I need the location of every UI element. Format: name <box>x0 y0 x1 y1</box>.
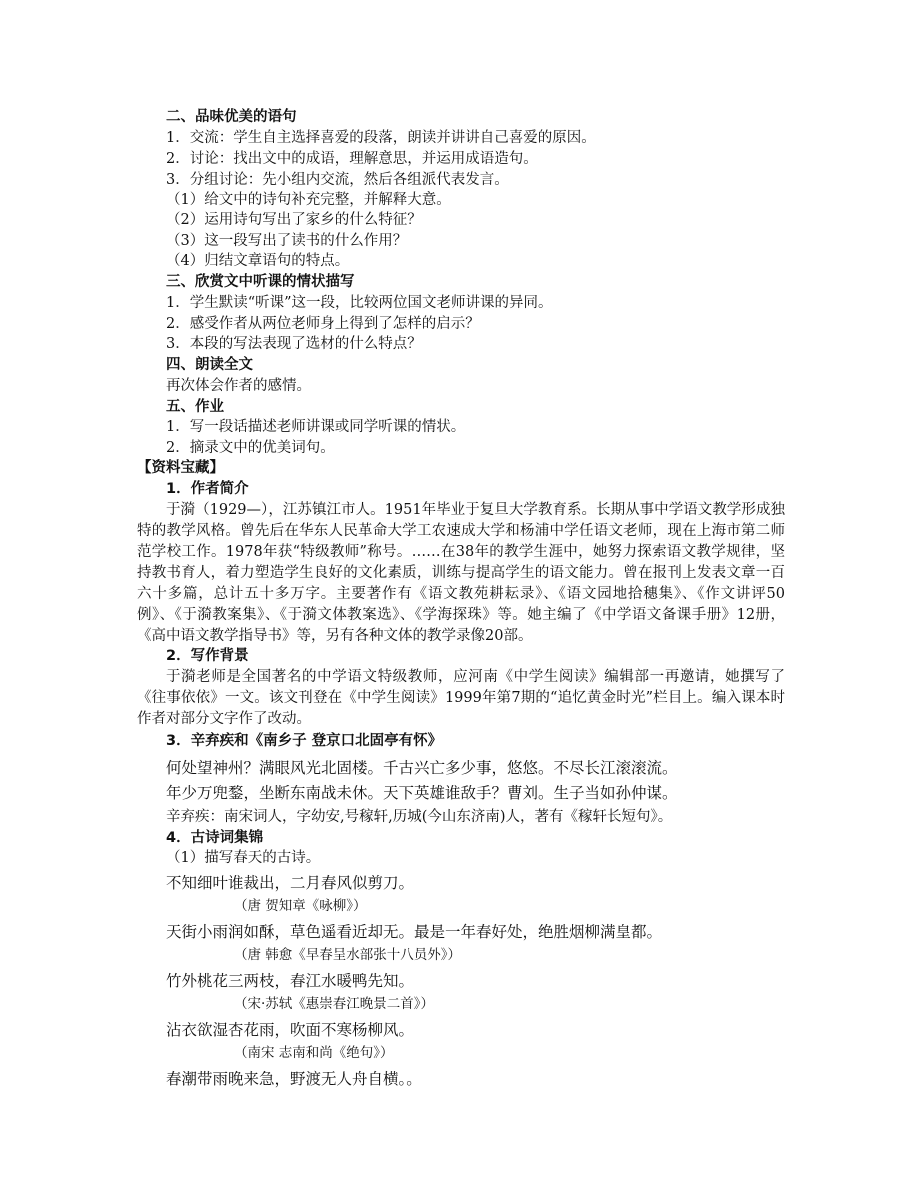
list-item: （4）归结文章语句的特点。 <box>166 253 350 269</box>
section-heading-3: 三、欣赏文中听课的情状描写 <box>166 274 355 290</box>
section-heading-2: 二、品味优美的语句 <box>166 109 297 125</box>
list-item: 2．感受作者从两位老师身上得到了怎样的启示？ <box>166 316 480 332</box>
poems-heading: 4．古诗词集锦 <box>166 830 264 846</box>
author-heading: 1．作者简介 <box>166 481 249 497</box>
poems-subheading: （1）描写春天的古诗。 <box>166 850 321 866</box>
poem-line: 春潮带雨晚来急，野渡无人舟自横。。 <box>166 1070 422 1088</box>
list-item: 1．学生默读“听课”这一段，比较两位国文老师讲课的异同。 <box>166 295 553 311</box>
poem-source: （南宋 志南和尚《绝句》） <box>234 1045 394 1061</box>
list-item: （2）运用诗句写出了家乡的什么特征？ <box>166 212 422 228</box>
poem-line: 竹外桃花三两枝，春江水暖鸭先知。 <box>166 972 415 990</box>
poet-note: 辛弃疾：南宋词人，字幼安,号稼轩,历城(今山东济南)人，著有《稼轩长短句》。 <box>166 809 673 825</box>
list-item: 1．写一段话描述老师讲课或同学听课的情状。 <box>166 419 466 435</box>
section-heading-4: 四、朗读全文 <box>166 357 253 373</box>
poem-source: （唐 贺知章《咏柳》） <box>234 898 367 914</box>
treasure-heading: 【资料宝藏】 <box>137 460 224 476</box>
body-text: 再次体会作者的感情。 <box>166 378 311 394</box>
poem-line: 年少万兜鍪，坐断东南战未休。天下英雄谁敌手？曹刘。生子当如孙仲谋。 <box>166 784 678 802</box>
background-heading: 2．写作背景 <box>166 648 249 664</box>
poem-line: 何处望神州？满眼风光北固楼。千古兴亡多少事，悠悠。不尽长江滚滚流。 <box>166 759 678 777</box>
list-item: 1．交流：学生自主选择喜爱的段落，朗读并讲讲自己喜爱的原因。 <box>166 130 596 146</box>
list-item: （3）这一段写出了读书的什么作用？ <box>166 233 408 249</box>
poem-source: （唐 韩愈《早春呈水部张十八员外》） <box>234 947 462 963</box>
list-item: 2．讨论：找出文中的成语，理解意思，并运用成语造句。 <box>166 151 538 167</box>
list-item: 3．本段的写法表现了选材的什么特点？ <box>166 336 422 352</box>
list-item: （1）给文中的诗句补充完整，并解释大意。 <box>166 192 451 208</box>
section-heading-5: 五、作业 <box>166 399 224 415</box>
background-text: 于漪老师是全国著名的中学语文特级教师，应河南《中学生阅读》编辑部一再邀请，她撰写了《往事依依》一文。该文刊登在《中学生阅读》1999年第7期的“追忆黄金时光”栏目上。编入课本时作者对部分文字作了改动。 <box>137 669 785 727</box>
poem-line: 沾衣欲湿杏花雨，吹面不寒杨柳风。 <box>166 1021 415 1039</box>
author-bio: 于漪（1929—），江苏镇江市人。1951年毕业于复旦大学教育系。长期从事中学语文教学形成独特的教学风格。曾先后在华东人民革命大学工农速成大学和杨浦中学任语文老师，现在上海市第二师范学校工作。1978年获“特级教师”称号。……在38年的教学生涯中，她努力探索语文教学规律，坚持教书育人，着力塑造学生良好的文化素质，训练与提高学生的语文能力。曾在报刊上发表文章一百六十多篇，总计五十多万字。主要著作有《语文教苑耕耘录》、《语文园地拾穗集》、《作文讲评50例》、《于漪教案集》、《于漪文体教案选》、《学海探珠》等。她主编了《中学语文备课手册》12册，《高中语文教学指导书》等，另有各种文体的教学录像20部。 <box>137 502 785 644</box>
list-item: 2．摘录文中的优美词句。 <box>166 440 335 456</box>
poem-source: （宋·苏轼《惠崇春江晚景二首》） <box>234 996 435 1012</box>
poem-line: 天街小雨润如酥，草色遥看近却无。最是一年春好处，绝胜烟柳满皇都。 <box>166 923 663 941</box>
list-item: 3．分组讨论：先小组内交流，然后各组派代表发言。 <box>166 172 509 188</box>
poem-line: 不知细叶谁裁出，二月春风似剪刀。 <box>166 874 415 892</box>
poem-heading: 3．辛弃疾和《南乡子 登京口北固亭有怀》 <box>166 733 443 749</box>
